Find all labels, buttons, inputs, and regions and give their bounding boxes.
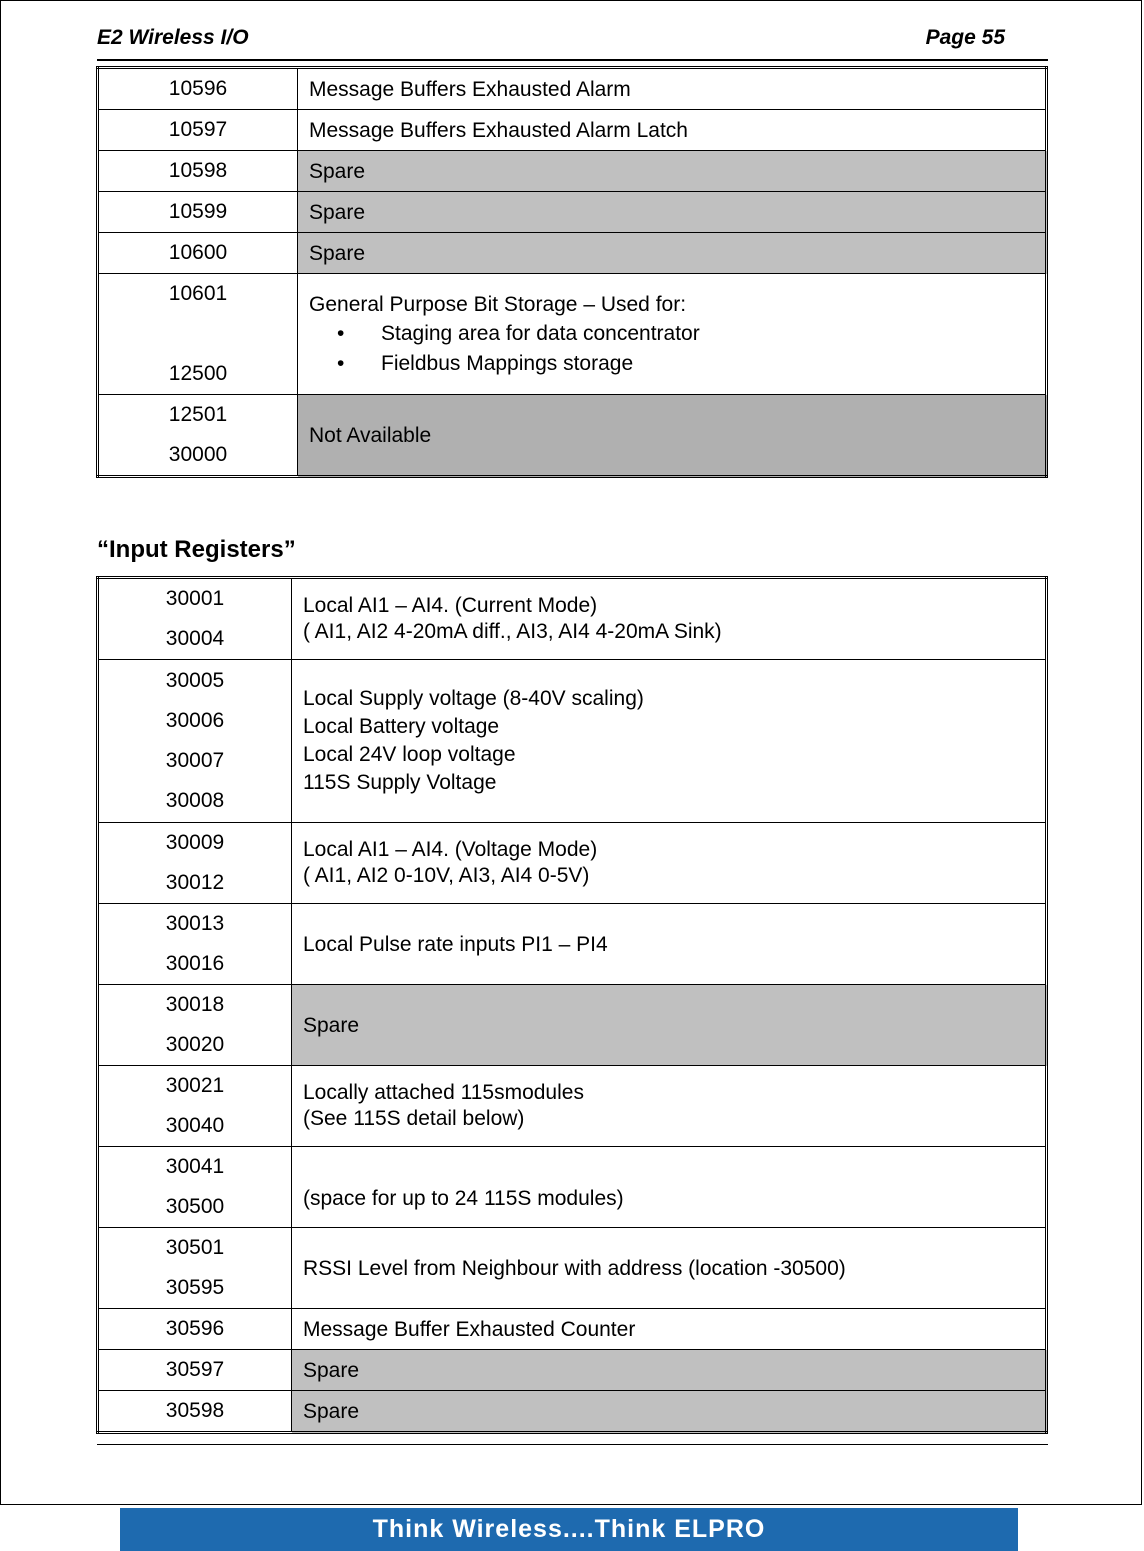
description-text: Local Pulse rate inputs PI1 – PI4	[303, 932, 608, 956]
register-number: 30501	[165, 1236, 225, 1259]
bullet-list	[309, 319, 1045, 379]
description-text: Locally attached 115smodules	[303, 1081, 584, 1104]
register-cell	[98, 395, 298, 477]
register-cell	[98, 110, 298, 151]
register-number: 30008	[165, 789, 225, 812]
register-number: 30041	[165, 1155, 225, 1178]
coil-register-table	[96, 66, 1048, 478]
register-number: 30500	[165, 1195, 225, 1218]
description-cell	[292, 823, 1047, 904]
register-number: 30018	[165, 993, 225, 1016]
register-number: 10596	[168, 77, 228, 100]
description-cell	[292, 904, 1047, 985]
table-row	[98, 985, 1047, 1066]
description-text: Spare	[303, 1358, 360, 1382]
description-cell	[292, 1391, 1047, 1433]
description-text: Spare	[303, 1013, 360, 1037]
table-row	[98, 192, 1047, 233]
register-cell	[98, 233, 298, 274]
description-cell: Message Buffers Exhausted Alarm Latch	[298, 110, 1047, 151]
register-number: 30598	[165, 1399, 225, 1422]
table-row	[98, 395, 1047, 477]
input-register-table	[96, 576, 1048, 1434]
register-cell	[98, 985, 292, 1066]
register-number: 10600	[168, 241, 228, 264]
section-title: “Input Registers”	[97, 536, 296, 563]
register-number: 30020	[165, 1033, 225, 1056]
register-cell	[98, 151, 298, 192]
description-text: General Purpose Bit Storage – Used for:	[309, 292, 687, 316]
register-number: 30596	[165, 1317, 225, 1340]
register-cell	[98, 1066, 292, 1147]
register-number: 10597	[168, 118, 228, 141]
register-number: 30000	[168, 443, 228, 466]
register-cell	[98, 1228, 292, 1309]
table-row	[98, 151, 1047, 192]
register-number: 12500	[168, 362, 228, 385]
register-cell	[98, 1309, 292, 1350]
register-number: 30005	[165, 669, 225, 692]
list-item: • Staging area for data concentrator	[381, 319, 1045, 349]
register-number: 30004	[165, 627, 225, 650]
description-text: Local 24V loop voltage	[303, 743, 516, 766]
description-text: Message Buffer Exhausted Counter	[303, 1317, 636, 1341]
table-row	[98, 823, 1047, 904]
register-cell	[98, 192, 298, 233]
description-cell	[292, 1228, 1047, 1309]
list-item: • Fieldbus Mappings storage	[381, 349, 1045, 379]
description-text: Local Battery voltage	[303, 715, 500, 738]
register-cell	[98, 823, 292, 904]
description-text: Local AI1 – AI4. (Voltage Mode)	[303, 838, 598, 861]
description-cell	[292, 1350, 1047, 1391]
register-number: 30013	[165, 912, 225, 935]
register-cell	[98, 578, 292, 660]
table-row	[98, 1066, 1047, 1147]
table-row	[98, 233, 1047, 274]
table-row	[98, 274, 1047, 395]
register-cell	[98, 68, 298, 110]
description-cell: Message Buffers Exhausted Alarm	[298, 68, 1047, 110]
header-rule	[97, 59, 1048, 61]
description-cell	[292, 1147, 1047, 1228]
register-number: 30007	[165, 749, 225, 772]
table-row	[98, 110, 1047, 151]
description-text: 115S Supply Voltage	[303, 771, 497, 794]
register-number: 30597	[165, 1358, 225, 1381]
description-cell: Spare	[298, 233, 1047, 274]
register-cell	[98, 1147, 292, 1228]
description-cell: Spare	[298, 192, 1047, 233]
description-text: RSSI Level from Neighbour with address (location -30500)	[303, 1256, 846, 1280]
description-cell: Spare	[298, 151, 1047, 192]
description-cell	[292, 1066, 1047, 1147]
description-text: Spare	[303, 1399, 360, 1423]
table-row	[98, 68, 1047, 110]
description-cell	[298, 274, 1047, 395]
register-cell	[98, 660, 292, 823]
page-header	[97, 26, 1005, 54]
footer-banner: Think Wireless....Think ELPRO	[120, 1508, 1018, 1551]
register-cell	[98, 1350, 292, 1391]
table-row	[98, 1391, 1047, 1433]
document-title: E2 Wireless I/O	[97, 26, 249, 49]
table-row	[98, 578, 1047, 660]
description-text: Local Supply voltage (8-40V scaling)	[303, 687, 644, 710]
register-number: 30006	[165, 709, 225, 732]
register-number: 30021	[165, 1074, 225, 1097]
table-row	[98, 1147, 1047, 1228]
description-text: ( AI1, AI2 0-10V, AI3, AI4 0-5V)	[303, 864, 590, 887]
description-cell	[292, 578, 1047, 660]
register-number: 30001	[165, 587, 225, 610]
page-number: Page 55	[925, 26, 1005, 49]
description-text: Local AI1 – AI4. (Current Mode)	[303, 594, 598, 617]
register-number: 30595	[165, 1276, 225, 1299]
register-number: 10599	[168, 200, 228, 223]
table-row	[98, 660, 1047, 823]
register-cell	[98, 274, 298, 395]
description-cell	[292, 660, 1047, 823]
table-row	[98, 1228, 1047, 1309]
description-text: ( AI1, AI2 4-20mA diff., AI3, AI4 4-20mA Sink)	[303, 620, 722, 643]
description-cell	[292, 1309, 1047, 1350]
description-cell: Not Available	[298, 395, 1047, 477]
register-cell	[98, 1391, 292, 1433]
register-cell	[98, 904, 292, 985]
register-number: 12501	[168, 403, 228, 426]
table-row	[98, 1309, 1047, 1350]
description-text: (space for up to 24 115S modules)	[303, 1187, 624, 1210]
description-text: (See 115S detail below)	[303, 1107, 525, 1130]
register-number: 10601	[168, 282, 228, 305]
table-row	[98, 904, 1047, 985]
table-row	[98, 1350, 1047, 1391]
register-number: 30009	[165, 831, 225, 854]
register-number: 30016	[165, 952, 225, 975]
register-number: 30040	[165, 1114, 225, 1137]
footer-rule	[97, 1444, 1048, 1445]
register-number: 30012	[165, 871, 225, 894]
register-number: 10598	[168, 159, 228, 182]
description-cell	[292, 985, 1047, 1066]
